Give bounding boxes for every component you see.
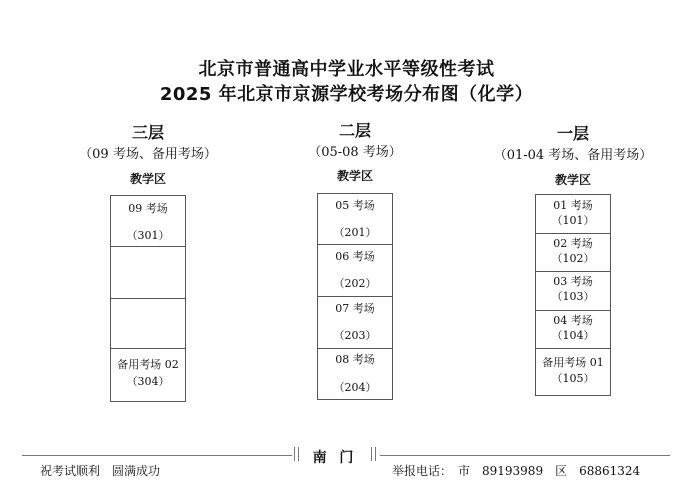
- floor-third-name: 三层: [131, 123, 164, 142]
- room-number: （304）: [126, 375, 170, 388]
- room-101: [535, 194, 611, 234]
- document-title: 北京市普通高中学业水平等级性考试: [198, 59, 495, 80]
- room-label: 备用考场 01: [542, 356, 604, 369]
- floor-second-name: 二层: [338, 121, 371, 140]
- gate-post-left-2: [298, 447, 299, 461]
- room-number: （103）: [551, 290, 595, 303]
- room-number: （301）: [126, 229, 170, 242]
- room-number: （105）: [551, 372, 595, 385]
- room-301: [110, 195, 186, 247]
- room-102: [535, 233, 611, 272]
- gate-post-right-1: [371, 447, 372, 461]
- floor-first-name: 一层: [556, 124, 589, 143]
- room-label: 09 考场: [128, 202, 168, 215]
- gate-post-right-2: [375, 447, 376, 461]
- room-105: [535, 348, 611, 396]
- footer-wish: 祝考试顺利 圆满成功: [40, 464, 161, 478]
- floor-third-area: 教学区: [129, 172, 166, 186]
- floor-third-subtitle: （09 考场、备用考场）: [79, 147, 217, 162]
- room-202: [317, 244, 393, 297]
- floor-second-area: 教学区: [336, 169, 373, 183]
- room-number: （201）: [333, 226, 377, 239]
- south-gate-label: 南 门: [312, 450, 358, 466]
- document-subtitle: 2025 年北京市京源学校考场分布图（化学）: [159, 84, 534, 105]
- room-201: [317, 193, 393, 245]
- room-label: 01 考场: [553, 199, 593, 212]
- room-label: 05 考场: [335, 199, 375, 212]
- gate-line-right: [380, 455, 670, 456]
- footer-report-phone: 举报电话： 市 89193989 区 68861324: [392, 464, 641, 478]
- room-number: （101）: [551, 214, 595, 227]
- room-204: [317, 348, 393, 400]
- room-label: 03 考场: [553, 275, 593, 288]
- room-103: [535, 271, 611, 311]
- room-empty-1: [110, 246, 186, 299]
- room-203: [317, 296, 393, 349]
- floor-second-subtitle: （05-08 考场）: [308, 145, 402, 160]
- room-label: 08 考场: [335, 353, 375, 366]
- floor-first-subtitle: （01-04 考场、备用考场）: [493, 148, 653, 163]
- room-label: 02 考场: [553, 237, 593, 250]
- room-number: （104）: [551, 329, 595, 342]
- room-label: 备用考场 02: [117, 358, 179, 371]
- room-number: （204）: [333, 381, 377, 394]
- room-304: [110, 348, 186, 402]
- room-number: （202）: [333, 277, 377, 290]
- room-104: [535, 310, 611, 349]
- room-empty-2: [110, 298, 186, 349]
- gate-line-left: [22, 455, 292, 456]
- room-label: 06 考场: [335, 250, 375, 263]
- room-label: 07 考场: [335, 302, 375, 315]
- room-number: （102）: [551, 252, 595, 265]
- floor-first-area: 教学区: [554, 173, 591, 187]
- room-label: 04 考场: [553, 314, 593, 327]
- gate-post-left-1: [294, 447, 295, 461]
- room-number: （203）: [333, 329, 377, 342]
